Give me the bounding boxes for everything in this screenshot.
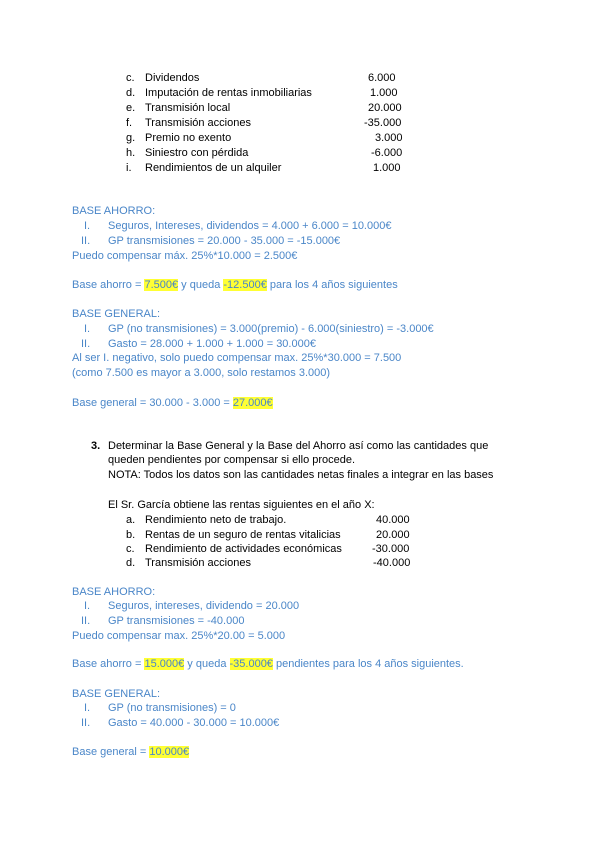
- base-general-title: BASE GENERAL:: [72, 688, 161, 700]
- highlight: 10.000€: [149, 746, 190, 758]
- compensation-note: Puedo compensar máx. 25%*10.000 = 2.500€: [72, 250, 298, 262]
- question-text: queden pendientes por compensar si ello procede.: [108, 454, 356, 466]
- base-general-result: Base general = 10.000€: [72, 746, 190, 758]
- highlight: -12.500€: [223, 279, 267, 291]
- base-ahorro-title: BASE AHORRO:: [72, 205, 156, 217]
- compensation-note: Puedo compensar max. 25%*20.00 = 5.000: [72, 630, 286, 642]
- base-ahorro-result: Base ahorro = 7.500€ y queda -12.500€ para los 4 años siguientes: [72, 279, 398, 291]
- highlight: 27.000€: [232, 397, 273, 409]
- general-note: (como 7.500 es mayor a 3.000, solo restamos 3.000): [72, 367, 331, 379]
- general-note: Al ser I. negativo, solo puedo compensar max. 25%*30.000 = 7.500: [72, 352, 402, 364]
- base-ahorro-title: BASE AHORRO:: [72, 586, 156, 598]
- base-ahorro-result: Base ahorro = 15.000€ y queda -35.000€ pendientes para los 4 años siguientes.: [72, 658, 464, 670]
- highlight: -35.000€: [229, 658, 273, 670]
- base-general-title: BASE GENERAL:: [72, 308, 161, 320]
- question-note: NOTA: Todos los datos son las cantidades netas finales a integrar en las bases: [108, 469, 494, 481]
- highlight: 7.500€: [144, 279, 179, 291]
- question-intro: El Sr. García obtiene las rentas siguientes en el año X:: [108, 499, 375, 511]
- base-general-result: Base general = 30.000 - 3.000 = 27.000€: [72, 397, 273, 409]
- highlight: 15.000€: [144, 658, 185, 670]
- question-number: 3.: [91, 440, 101, 452]
